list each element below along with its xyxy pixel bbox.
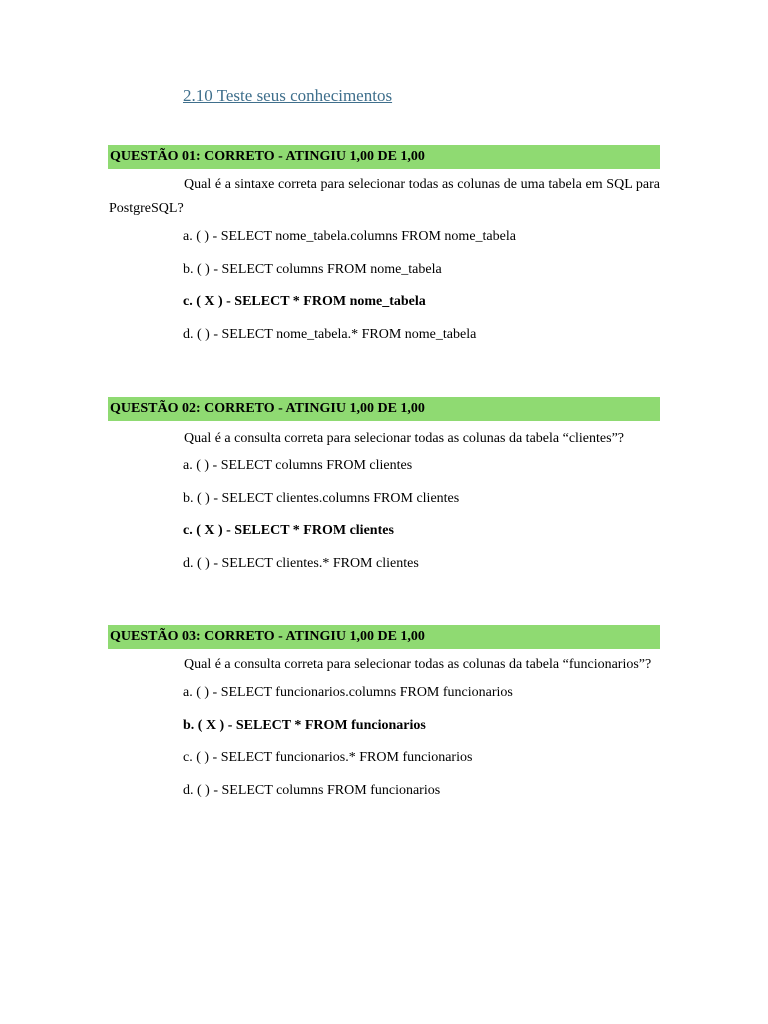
option-a: a. ( ) - SELECT nome_tabela.columns FROM nome_tabela (183, 229, 516, 244)
option-c-correct: c. ( X ) - SELECT * FROM nome_tabela (183, 294, 426, 309)
option-d: d. ( ) - SELECT clientes.* FROM clientes (183, 555, 419, 571)
option-a: a. ( ) - SELECT funcionarios.columns FROM funcionarios (183, 685, 513, 700)
question-02 (108, 397, 660, 582)
option-c-correct: c. ( X ) - SELECT * FROM clientes (183, 523, 394, 538)
option-a: a. ( ) - SELECT columns FROM clientes (183, 458, 413, 473)
question-header: QUESTÃO 03: CORRETO - ATINGIU 1,00 DE 1,00 (108, 625, 660, 649)
question-text: Qual é a consulta correta para selecionar todas as colunas da tabela “clientes”? (184, 431, 625, 446)
option-b: b. ( ) - SELECT clientes.columns FROM clientes (183, 490, 460, 506)
question-text: Qual é a consulta correta para selecionar todas as colunas da tabela “funcionarios”? (184, 657, 652, 672)
section-title: 2.10 Teste seus conhecimentos (183, 86, 393, 105)
option-c: c. ( ) - SELECT funcionarios.* FROM funcionarios (183, 750, 473, 765)
option-b-correct: b. ( X ) - SELECT * FROM funcionarios (183, 717, 426, 733)
option-b: b. ( ) - SELECT columns FROM nome_tabela (183, 261, 442, 277)
question-header: QUESTÃO 02: CORRETO - ATINGIU 1,00 DE 1,00 (108, 397, 660, 421)
question-header: QUESTÃO 01: CORRETO - ATINGIU 1,00 DE 1,00 (108, 145, 660, 169)
question-01 (108, 145, 660, 353)
question-text: Qual é a sintaxe correta para selecionar todas as colunas de uma tabela em SQL para PostgreSQL? (109, 177, 660, 216)
question-03 (108, 625, 660, 809)
option-d: d. ( ) - SELECT nome_tabela.* FROM nome_tabela (183, 326, 477, 342)
option-d: d. ( ) - SELECT columns FROM funcionarios (183, 782, 441, 798)
